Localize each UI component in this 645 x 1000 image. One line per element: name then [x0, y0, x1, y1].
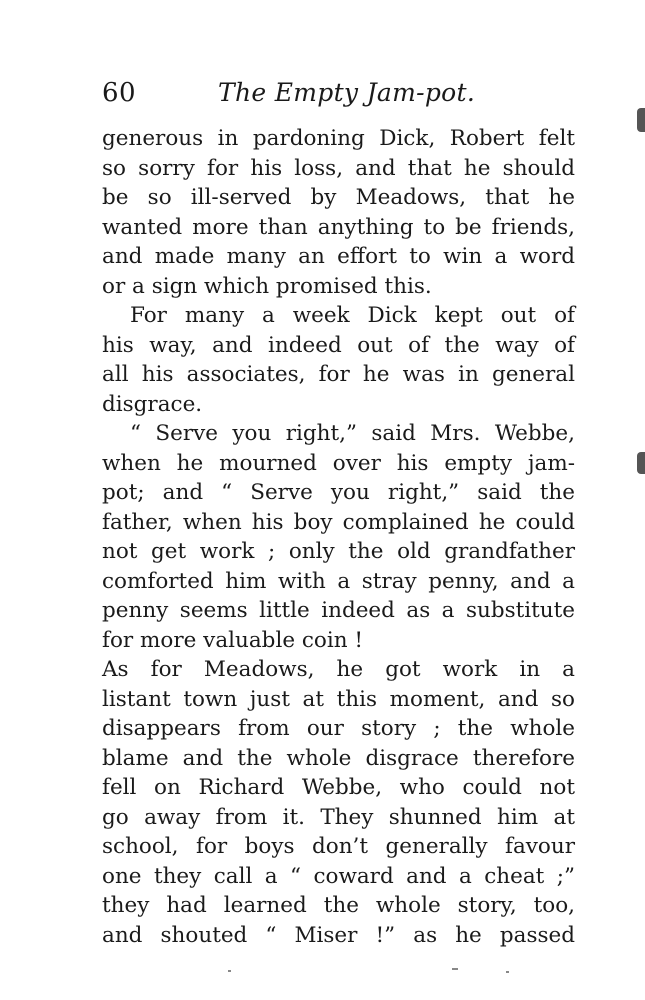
- text-line: disappears from our story ; the whole: [102, 716, 575, 741]
- text-line: comforted him with a stray penny, and a: [102, 568, 575, 594]
- text-line: listant town just at this moment, and so: [102, 686, 575, 712]
- text-line: or a sign which promised this.: [102, 273, 432, 299]
- binding-mark: [637, 452, 645, 474]
- text-line: generous in pardoning Dick, Robert felt: [102, 126, 575, 151]
- text-line: school, for boys don’t generally favour: [102, 834, 575, 859]
- binding-mark: [637, 108, 645, 132]
- running-title: The Empty Jam-pot.: [218, 78, 476, 107]
- text-line: blame and the whole disgrace therefore: [102, 745, 575, 771]
- text-line: pot; and “ Serve you right,” said the: [102, 480, 575, 505]
- speck: [452, 968, 458, 970]
- text-line: For many a week Dick kept out of: [130, 303, 575, 328]
- text-line: fell on Richard Webbe, who could not: [102, 775, 575, 800]
- text-line: and shouted “ Miser !” as he passed: [102, 922, 575, 948]
- text-line: be so ill-served by Meadows, that he: [102, 185, 575, 210]
- speck: [506, 971, 509, 973]
- print-specks: [220, 962, 540, 978]
- text-line: his way, and indeed out of the way of: [102, 332, 575, 358]
- text-line: for more valuable coin !: [102, 627, 364, 653]
- body-text: [102, 124, 575, 950]
- page-header: [100, 76, 580, 110]
- text-line: wanted more than anything to be friends,: [102, 214, 575, 240]
- text-line: one they call a “ coward and a cheat ;”: [102, 863, 575, 889]
- text-line: go away from it. They shunned him at: [102, 804, 575, 830]
- text-line: so sorry for his loss, and that he should: [102, 155, 575, 181]
- text-line: father, when his boy complained he could: [102, 509, 575, 535]
- page-number: 60: [102, 78, 137, 108]
- text-line: penny seems little indeed as a substitute: [102, 598, 575, 623]
- text-line: “ Serve you right,” said Mrs. Webbe,: [130, 421, 575, 446]
- text-line: they had learned the whole story, too,: [102, 893, 575, 918]
- text-line: all his associates, for he was in general: [102, 362, 575, 387]
- text-line: and made many an effort to win a word: [102, 244, 575, 269]
- text-line: not get work ; only the old grandfather: [102, 539, 575, 564]
- text-line: disgrace.: [102, 391, 203, 417]
- speck: [228, 970, 231, 972]
- text-line: when he mourned over his empty jam-: [102, 450, 575, 476]
- text-line: As for Meadows, he got work in a: [102, 657, 575, 682]
